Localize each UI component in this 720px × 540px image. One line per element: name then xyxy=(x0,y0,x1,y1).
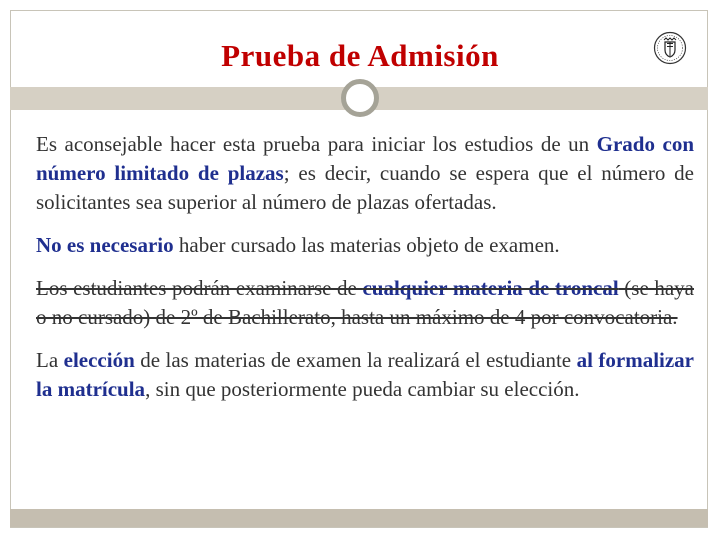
highlighted-text: Grado con número limitado de plazas xyxy=(36,132,694,185)
text-segment: haber cursado las materias objeto de examen. xyxy=(173,233,560,257)
text-segment: (se haya o no cursado) de 2º de Bachillerato, hasta un máximo de 4 por convocatoria. xyxy=(36,276,694,329)
text-segment: de las materias de examen la realizará el estudiante xyxy=(134,348,577,372)
highlighted-text: No es necesario xyxy=(36,233,174,257)
highlighted-text: elección xyxy=(63,348,135,372)
text-segment: La xyxy=(36,348,64,372)
text-segment: ; es decir, cuando se espera que el número de solicitantes sea superior al número de plazas ofertadas. xyxy=(36,161,695,214)
university-crest-icon xyxy=(653,31,687,65)
slide-title: Prueba de Admisión xyxy=(221,38,499,73)
ring-divider-icon xyxy=(341,79,379,117)
footer-band xyxy=(10,509,708,527)
text-segment: Es aconsejable hacer esta prueba para iniciar los estudios de un xyxy=(36,132,597,156)
slide-body xyxy=(18,130,694,418)
list-item xyxy=(18,346,694,404)
list-item xyxy=(18,130,694,217)
list-item xyxy=(18,231,694,260)
text-segment: , sin que posteriormente pueda cambiar su elección. xyxy=(145,377,580,401)
highlighted-text: cualquier materia de troncal xyxy=(362,276,619,300)
list-item-struck xyxy=(18,274,694,332)
text-segment: Los estudiantes podrán examinarse de xyxy=(36,276,363,300)
highlighted-text: al formalizar la matrícula xyxy=(36,348,695,401)
